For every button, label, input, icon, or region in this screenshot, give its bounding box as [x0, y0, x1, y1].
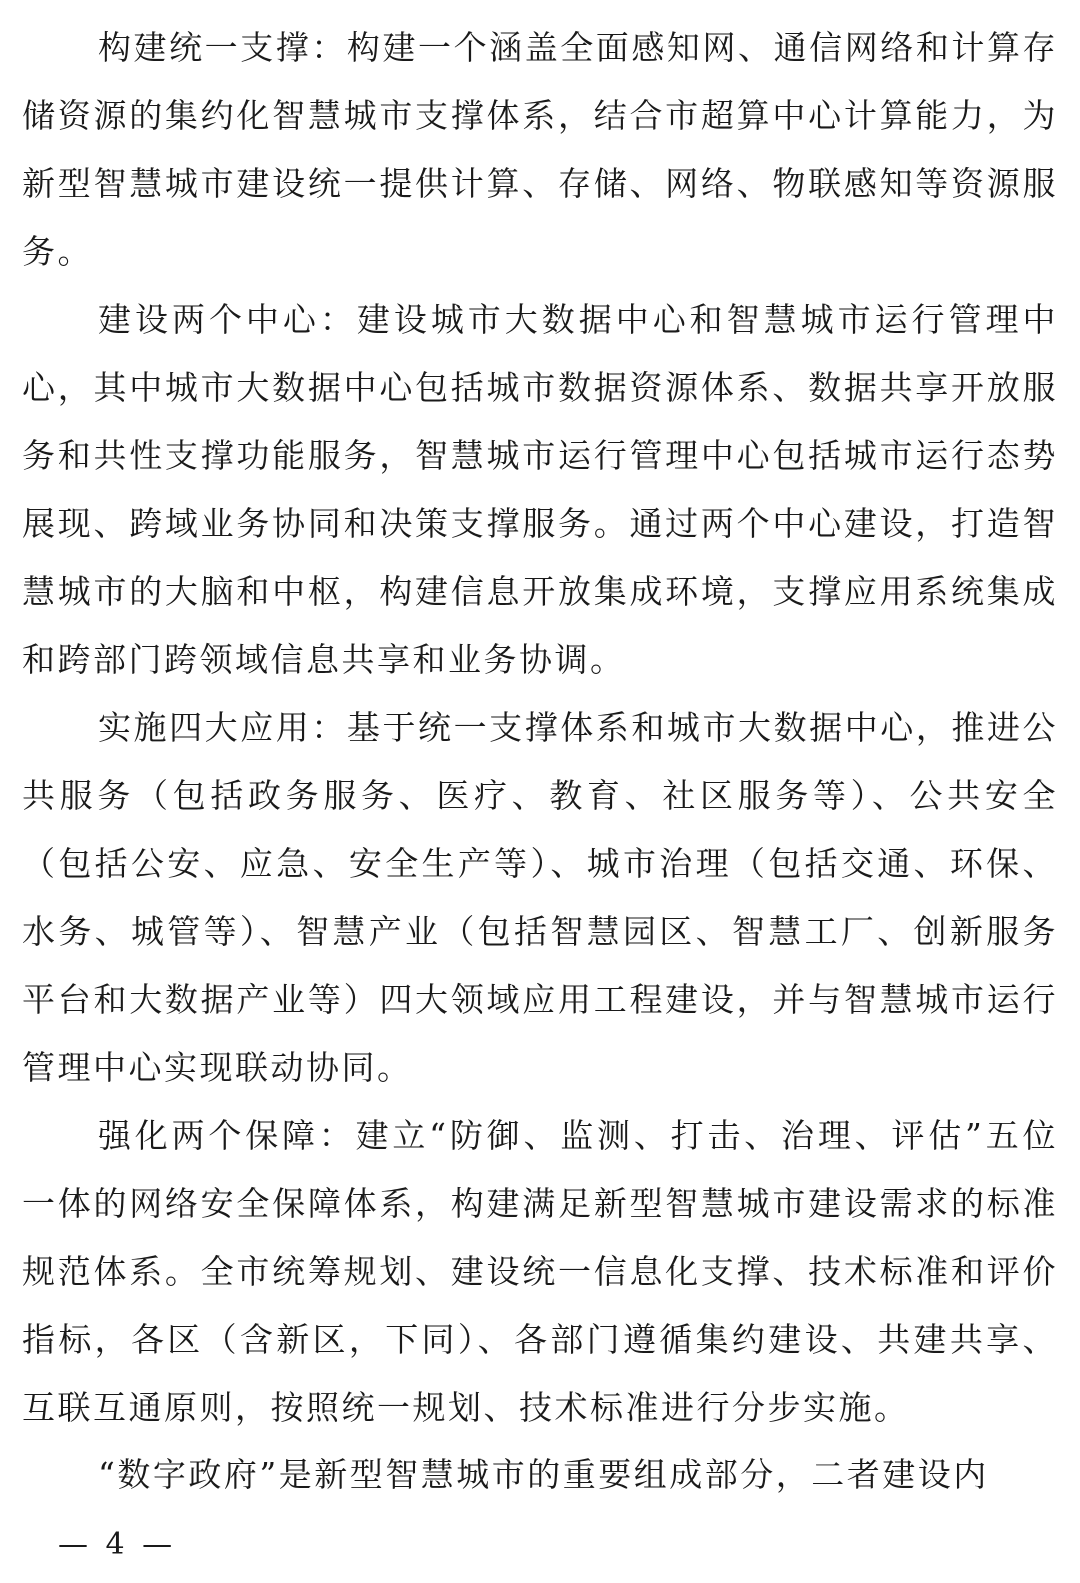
page-number: — 4 —: [58, 1527, 177, 1562]
paragraph-four-applications: 实施四大应用：基于统一支撑体系和城市大数据中心，推进公共服务（包括政务服务、医疗、教育、社区服务等）、公共安全（包括公安、应急、安全生产等）、城市治理（包括交通、环保、水务、城管等）、智慧产业（包括智慧园区、智慧工厂、创新服务平台和大数据产业等）四大领域应用工程建设，并与智慧城市运行管理中心实现联动协同。: [22, 708, 1058, 1087]
paragraph-digital-government: “数字政府”是新型智慧城市的重要组成部分，二者建设内: [98, 1455, 989, 1494]
paragraph-two-centers: 建设两个中心：建设城市大数据中心和智慧城市运行管理中心，其中城市大数据中心包括城市数据资源体系、数据共享开放服务和共性支撑功能服务，智慧城市运行管理中心包括城市运行态势展现、跨域业务协同和决策支撑服务。通过两个中心建设，打造智慧城市的大脑和中枢，构建信息开放集成环境，支撑应用系统集成和跨部门跨领域信息共享和业务协调。: [22, 300, 1058, 679]
paragraph-unified-support: 构建统一支撑：构建一个涵盖全面感知网、通信网络和计算存储资源的集约化智慧城市支撑体系，结合市超算中心计算能力，为新型智慧城市建设统一提供计算、存储、网络、物联感知等资源服务。: [22, 28, 1058, 271]
paragraph-two-guarantees: 强化两个保障：建立“防御、监测、打击、治理、评估”五位一体的网络安全保障体系，构建满足新型智慧城市建设需求的标准规范体系。全市统筹规划、建设统一信息化支撑、技术标准和评价指标，各区（含新区，下同）、各部门遵循集约建设、共建共享、互联互通原则，按照统一规划、技术标准进行分步实施。: [22, 1116, 1058, 1427]
